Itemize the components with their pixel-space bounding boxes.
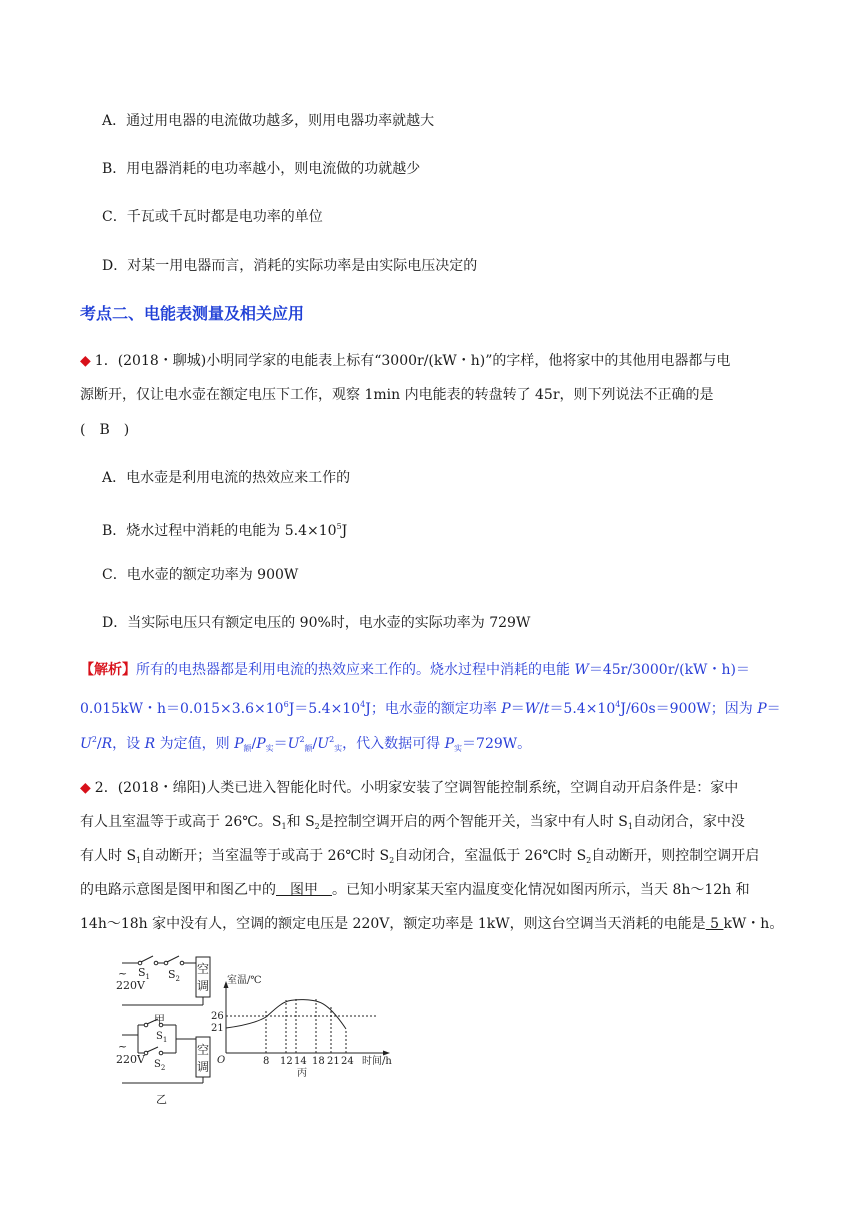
- option-d: D．对某一用电器而言，消耗的实际功率是由实际电压决定的: [102, 258, 478, 274]
- figure-label-yi: 乙: [156, 1093, 167, 1105]
- analysis-label: 【解析】: [80, 662, 136, 678]
- x-tick-18: 18: [312, 1056, 325, 1067]
- x-tick-21: 21: [327, 1056, 340, 1067]
- diamond-bullet-icon: ◆: [80, 353, 91, 369]
- y-tick-26: 26: [211, 1011, 224, 1022]
- figure-label-bing: 丙: [297, 1068, 307, 1079]
- option-c: C．千瓦或千瓦时都是电功率的单位: [102, 209, 323, 225]
- ac-tilde-2: ~: [118, 1040, 128, 1053]
- x-axis-label: 时间/h: [362, 1056, 392, 1067]
- origin-label: O: [217, 1055, 226, 1066]
- q2-line-4: 的电路示意图是图甲和图乙中的 图甲 。已知小明家某天室内温度变化情况如图丙所示，当天 8h～12h 和: [80, 882, 750, 898]
- q1-option-b: B．烧水过程中消耗的电能为 $5.4\times 10^5J$: [102, 522, 348, 539]
- analysis-line-1: 【解析】所有的电热器都是利用电流的热效应来工作的。烧水过程中消耗的电能 W＝45r/3000r/(kW・h)＝: [80, 662, 750, 678]
- switch-s2-label: $S_2$: [168, 968, 181, 983]
- option-a: A．通过用电器的电流做功越多，则用电器功率就越大: [102, 113, 435, 129]
- temperature-chart: [211, 974, 392, 1079]
- q1-answer: ( B ): [80, 422, 130, 438]
- y-axis-label: 室温/℃: [227, 975, 262, 986]
- answer-blank-2: 5: [705, 916, 724, 932]
- q2-line-5: 14h～18h 家中没有人，空调的额定电压是 220V，额定功率是 1kW，则这台空调当天消耗的电能是 5 kW・h。: [80, 916, 784, 932]
- ac-tilde-1: ~: [118, 967, 128, 980]
- q1-line-2: 源断开，仅让电水壶在额定电压下工作，观察 1min 内电能表的转盘转了 45r，则下列说法不正确的是: [80, 387, 714, 403]
- option-b: B．用电器消耗的电功率越小，则电流做的功就越少: [102, 161, 421, 177]
- section-heading: 考点二、电能表测量及相关应用: [80, 304, 305, 323]
- switch-s1-label-yi: $S_1$: [156, 1031, 168, 1044]
- answer-blank-1: 图甲: [276, 882, 332, 898]
- q1-option-d: D．当实际电压只有额定电压的 90%时，电水壶的实际功率为 729W: [102, 615, 531, 631]
- diamond-bullet-icon: ◆: [80, 780, 91, 796]
- figure-label-jia: 甲: [154, 1013, 165, 1026]
- q1-line-1: ◆ 1．(2018・聊城)小明同学家的电能表上标有“3000r/(kW・h)”的字样，他将家中的其他用电器都与电: [80, 353, 731, 369]
- x-tick-14: 14: [294, 1056, 307, 1067]
- ac-unit-label-top-yi: 空: [197, 1043, 210, 1057]
- q2-line-3: 有人时 $S_1$自动断开；当室温等于或高于 26℃时 $S_2$自动闭合，室温低于 26℃时 $S_2$自动断开，则控制空调开启: [80, 848, 760, 865]
- q1-option-c: C．电水壶的额定功率为 900W: [102, 567, 299, 583]
- voltage-label-1: 220V: [116, 979, 145, 992]
- switch-s2-label-yi: $S_2$: [154, 1059, 166, 1072]
- ac-unit-label-bottom-yi: 调: [197, 1060, 210, 1074]
- x-tick-8: 8: [263, 1056, 270, 1067]
- voltage-label-2: 220V: [116, 1053, 145, 1066]
- ac-unit-label-bottom: 调: [197, 979, 210, 993]
- q2-line-2: 有人且室温等于或高于 26℃。$S_1$和 $S_2$是控制空调开启的两个智能开关，当家中有人时 $S_1$自动闭合，家中没: [80, 814, 745, 831]
- circuit-and-temperature-figure: [116, 955, 406, 1105]
- switch-s1-label: $S_1$: [138, 966, 151, 981]
- q2-line-1: ◆ 2．(2018・绵阳)人类已进入智能化时代。小明家安装了空调智能控制系统，空调自动开启条件是：家中: [80, 780, 739, 796]
- x-tick-12: 12: [280, 1056, 293, 1067]
- analysis-line-3: $U^2/R$，设 R 为定值，则 $P_额/P_实=U^2_额/U^2_实$，代入数据可得 $P_实=729W$。: [80, 735, 532, 753]
- ac-unit-label-top: 空: [197, 962, 210, 976]
- x-tick-24: 24: [341, 1056, 354, 1067]
- q1-option-a: A．电水壶是利用电流的热效应来工作的: [102, 470, 351, 486]
- analysis-line-2: 0.015kW・$h=0.015\times 3.6\times 10^6J=5.4\times 10^4J$；电水壶的额定功率 $P=W/t=5.4\times 10^4J/60s=900W$；因为 P＝: [80, 700, 781, 717]
- y-tick-21: 21: [211, 1023, 224, 1034]
